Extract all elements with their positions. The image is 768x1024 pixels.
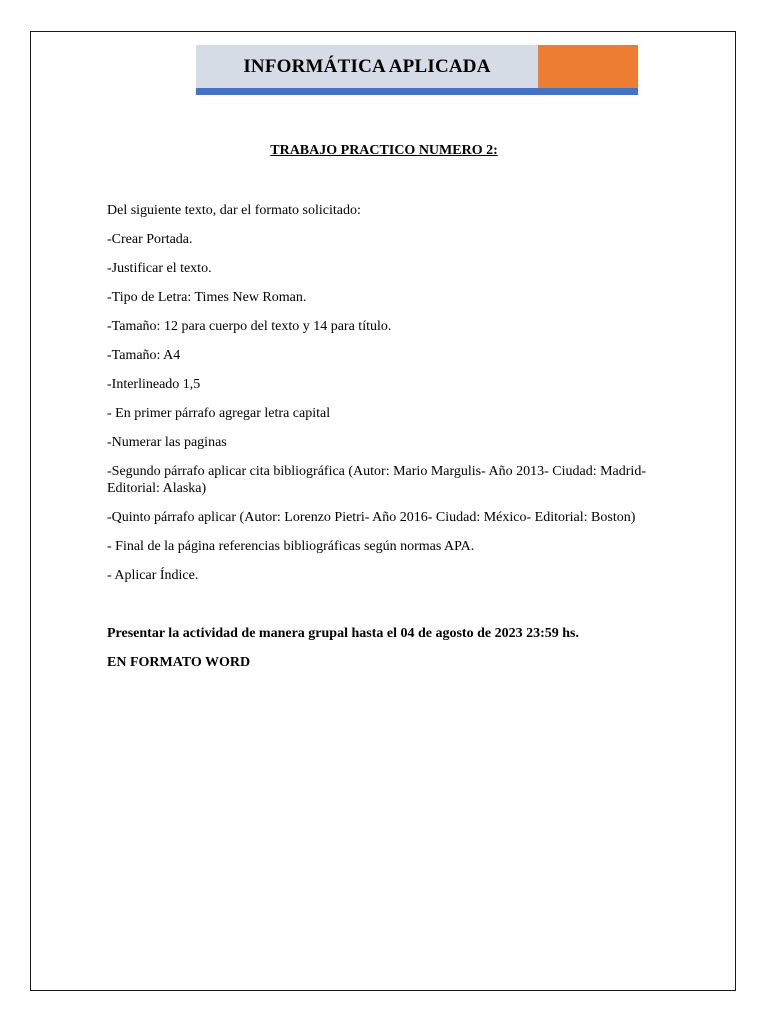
header-title-box <box>196 45 538 88</box>
instructions-list <box>107 202 667 584</box>
instruction-item: -Numerar las paginas <box>107 435 227 450</box>
instruction-item: -Segundo párrafo aplicar cita bibliográfica (Autor: Mario Margulis- Año 2013- Ciudad: Madrid- Editorial: Alaska) <box>107 464 646 496</box>
format-requirement: EN FORMATO WORD <box>107 655 251 670</box>
header-accent-block <box>538 45 638 88</box>
instruction-item: -Justificar el texto. <box>107 261 212 276</box>
deadline-block <box>107 625 707 683</box>
deadline-text: Presentar la actividad de manera grupal hasta el 04 de agosto de 2023 23:59 hs. <box>107 626 579 641</box>
instructions-intro: Del siguiente texto, dar el formato solicitado: <box>107 203 361 218</box>
instruction-item: - Aplicar Índice. <box>107 568 199 583</box>
assignment-subtitle: TRABAJO PRACTICO NUMERO 2: <box>270 143 498 158</box>
instruction-item: -Interlineado 1,5 <box>107 377 201 392</box>
instruction-item: -Tamaño: 12 para cuerpo del texto y 14 para título. <box>107 319 392 334</box>
instruction-item: -Tipo de Letra: Times New Roman. <box>107 290 307 305</box>
header-banner <box>196 45 638 95</box>
document-title: INFORMÁTICA APLICADA <box>243 55 491 77</box>
header-underline-bar <box>196 88 638 95</box>
instruction-item: -Quinto párrafo aplicar (Autor: Lorenzo Pietri- Año 2016- Ciudad: México- Editorial: Boston) <box>107 510 636 525</box>
instruction-item: - En primer párrafo agregar letra capital <box>107 406 331 421</box>
instruction-item: -Tamaño: A4 <box>107 348 181 363</box>
instruction-item: -Crear Portada. <box>107 232 193 247</box>
instruction-item: - Final de la página referencias bibliográficas según normas APA. <box>107 539 475 554</box>
